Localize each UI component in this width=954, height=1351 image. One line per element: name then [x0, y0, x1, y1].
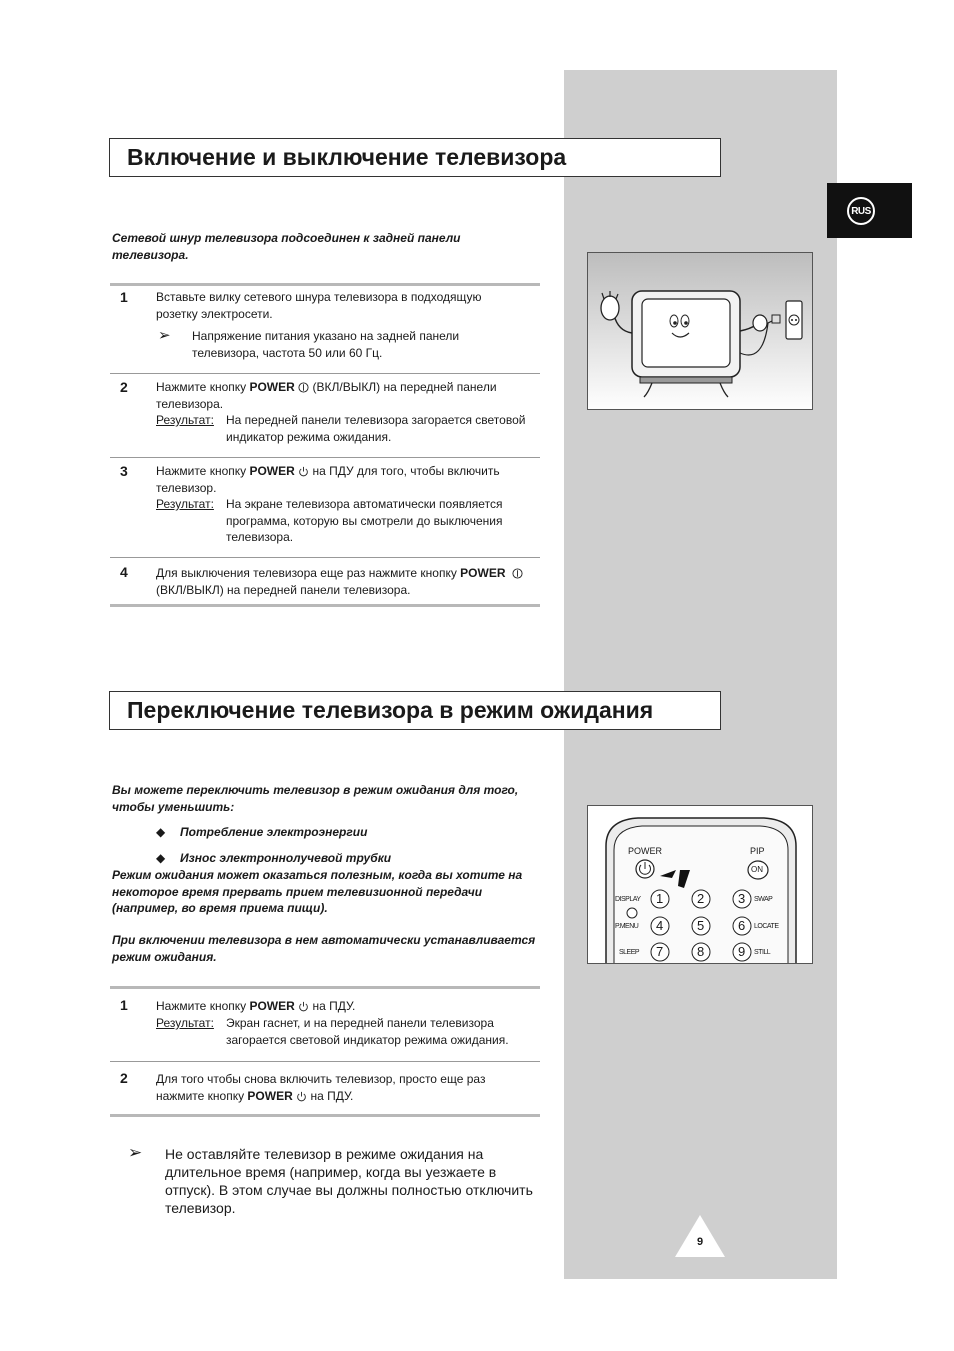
bullet-item: ◆ Потребление электроэнергии — [156, 825, 368, 839]
divider — [110, 557, 540, 558]
remote-sleep-label: SLEEP — [619, 949, 640, 956]
diamond-bullet-icon: ◆ — [156, 851, 166, 865]
section2-paragraph: При включении телевизора в нем автоматически устанавливается режим ожидания. — [112, 933, 536, 964]
power-switch-icon — [512, 568, 523, 579]
result-label: Результат: — [156, 413, 214, 427]
step-text: Для того чтобы снова включить телевизор, просто еще раз нажмите кнопку POWER на ПДУ. — [156, 1072, 486, 1103]
power-switch-icon — [298, 382, 309, 393]
remote-key: 7 — [656, 944, 664, 959]
remote-key: 4 — [656, 918, 664, 933]
remote-on-label: ON — [751, 865, 763, 874]
step-text: Нажмите кнопку POWER (ВКЛ/ВЫКЛ) на передней панели телевизора. — [156, 380, 497, 411]
remote-control-illustration — [587, 805, 813, 964]
final-note: Не оставляйте телевизор в режиме ожидания на длительное время (например, когда вы уезжаете в отпуск). В этом случае вы должны полностью отключить телевизор. — [165, 1146, 533, 1216]
step-note: Напряжение питания указано на задней панели телевизора, частота 50 или 60 Гц. — [192, 329, 460, 360]
divider — [110, 373, 540, 374]
language-tab — [827, 183, 912, 238]
divider — [110, 986, 540, 989]
remote-display-label: DISPLAY — [615, 896, 641, 903]
result-text: Экран гаснет, и на передней панели телевизора загорается световой индикатор режима ожидания. — [226, 1016, 509, 1047]
remote-key: 6 — [738, 918, 746, 933]
result-label: Результат: — [156, 497, 214, 511]
remote-key: 2 — [697, 891, 705, 906]
step-text: Для выключения телевизора еще раз нажмите кнопку POWER (ВКЛ/ВЫКЛ) на передней панели телевизора. — [156, 565, 523, 598]
divider — [110, 457, 540, 458]
remote-pmenu-label: P.MENU — [615, 923, 639, 930]
divider — [110, 604, 540, 607]
note-arrow-icon: ➢ — [158, 327, 171, 344]
step-text: Нажмите кнопку POWER на ПДУ. — [156, 999, 356, 1013]
note-arrow-icon: ➢ — [128, 1143, 143, 1162]
remote-locate-label: LOCATE — [754, 923, 779, 930]
remote-key: 9 — [738, 944, 746, 959]
tv-plug-illustration — [587, 252, 813, 410]
section2-title: Переключение телевизора в режим ожидания — [109, 691, 721, 730]
remote-key: 3 — [738, 891, 746, 906]
remote-power-label: POWER — [628, 846, 663, 856]
step-text: Нажмите кнопку POWER на ПДУ для того, чтобы включить телевизор. — [156, 464, 500, 495]
power-icon — [298, 1001, 309, 1012]
remote-key: 5 — [697, 918, 705, 933]
diamond-bullet-icon: ◆ — [156, 825, 166, 839]
remote-swap-label: SWAP — [754, 896, 773, 903]
divider — [110, 1061, 540, 1062]
step-number: 3 — [120, 463, 128, 479]
section2-intro: Вы можете переключить телевизор в режим ожидания для того, чтобы уменьшить: — [112, 783, 519, 814]
result-label: Результат: — [156, 1016, 214, 1030]
step-number: 2 — [120, 1070, 128, 1086]
section1-title: Включение и выключение телевизора — [109, 138, 721, 177]
step-number: 2 — [120, 379, 128, 395]
bullet-item: ◆ Износ электроннолучевой трубки — [156, 851, 392, 865]
result-text: На передней панели телевизора загорается световой индикатор режима ожидания. — [226, 413, 526, 444]
result-text: На экране телевизора автоматически появляется программа, которую вы смотрели до выключения телевизора. — [226, 497, 503, 544]
step-number: 4 — [120, 564, 128, 580]
language-tab-label: RUS — [847, 197, 875, 225]
page-number: 9 — [696, 1236, 704, 1248]
section2-paragraph: Режим ожидания может оказаться полезным, когда вы хотите на некоторое время прервать прием телевизионной передачи (например, во время приема пищи). — [112, 868, 523, 915]
remote-still-label: STILL — [754, 949, 771, 956]
power-icon — [296, 1091, 307, 1102]
step-number: 1 — [120, 997, 128, 1013]
remote-key: 8 — [697, 944, 705, 959]
divider — [110, 1114, 540, 1117]
remote-key: 1 — [656, 891, 664, 906]
divider — [110, 283, 540, 286]
power-icon — [298, 466, 309, 477]
remote-pip-label: PIP — [750, 846, 765, 856]
step-number: 1 — [120, 289, 128, 305]
step-text: Вставьте вилку сетевого шнура телевизора в подходящую розетку электросети. — [156, 290, 482, 321]
section1-intro: Сетевой шнур телевизора подсоединен к задней панели телевизора. — [112, 231, 461, 262]
